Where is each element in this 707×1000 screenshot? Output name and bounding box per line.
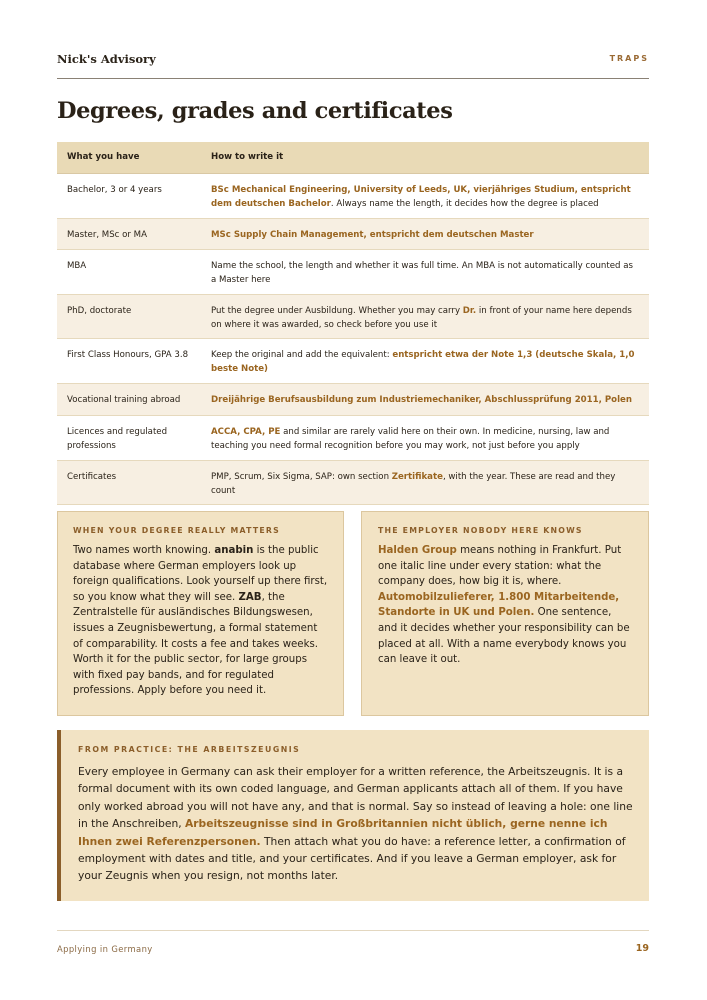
table-row (57, 461, 649, 505)
row-have: MBA (67, 261, 87, 271)
table-row (57, 219, 649, 250)
row-text: Keep the original and add the equivalent: (211, 350, 393, 360)
row-how (211, 174, 649, 218)
row-have: Certificates (67, 472, 117, 482)
row-have: Licences and regulated professions (67, 427, 168, 451)
highlight-text: Zertifikate (391, 472, 443, 482)
column-header-have: What you have (67, 152, 140, 162)
row-text: . Always name the length, it decides how the degree is placed (330, 198, 599, 209)
table-row (57, 174, 649, 219)
highlight-text: Dr. (462, 306, 477, 316)
row-text: Put the degree under Ausbildung. Whether you may carry (211, 306, 463, 316)
box-body (73, 543, 328, 699)
row-have: Vocational training abroad (67, 395, 181, 405)
footer-title: Applying in Germany (57, 944, 153, 954)
row-text: , with the year. These are read and they count (211, 472, 616, 496)
row-have: First Class Honours, GPA 3.8 (67, 350, 189, 360)
body-text: Then attach what you do have: a reference letter, a confirmation of employment with dates and title, and your certificates. And if you leave a German employer, ask for your Zeugnis when you resign, not months later. (78, 834, 626, 883)
row-how (211, 219, 649, 249)
box-body (378, 543, 633, 668)
highlight-text: Automobilzulieferer, 1.800 Mitarbeitende, Standorte in UK und Polen. (378, 591, 620, 619)
table-header (57, 142, 649, 174)
highlight-text: BSc Mechanical Engineering, University of Leeds, UK, vierjähriges Studium, entspricht dem deutschen Bachelor (211, 185, 631, 209)
row-have: PhD, doctorate (67, 306, 132, 316)
unknown-employer-box (361, 511, 649, 716)
highlight-text: Arbeitszeugnisse sind in Großbritannien nicht üblich, gerne nenne ich Ihnen zwei Referenzpersonen. (78, 817, 608, 848)
highlight-text: Dreijährige Berufsausbildung zum Industriemechaniker, Abschlussprüfung 2011, Polen (211, 395, 632, 405)
row-how (211, 339, 649, 383)
bold-term: anabin (214, 545, 254, 556)
body-text: is the public database where German employers look up foreign qualifications. Look yourself up there first, so you know what they will see. (73, 545, 328, 603)
highlight-text: MSc Supply Chain Management, entspricht dem deutschen Master (211, 230, 534, 240)
bold-term: ZAB (238, 591, 262, 603)
row-how (211, 250, 649, 294)
body-text: means nothing in Frankfurt. Put one italic line under every station: what the company does, how big it is, where. (378, 545, 622, 588)
page-title: Degrees, grades and certificates (57, 98, 453, 124)
page-header (57, 52, 649, 79)
table-row (57, 250, 649, 295)
body-text: , the Zentralstelle für ausländisches Bildungswesen, issues a Zeugnisbewertung, a formal statement of comparability. It costs a fee and takes weeks. Worth it for the public sector, for large groups with fixed pay bands, and for regulated professions. Apply before you need it. (73, 591, 319, 697)
callout-heading: FROM PRACTICE: THE ARBEITSZEUGNIS (78, 745, 301, 754)
table-row (57, 384, 649, 416)
body-text: Every employee in Germany can ask their employer for a written reference, the Arbeitszeugnis. It is a formal document with its own coded language, and German applicants attach all of them. If you have only worked abroad you will not have any, and that is normal. Say so instead of leaving a hole: one line in the Anschreiben, (78, 765, 633, 831)
row-text: and similar are rarely valid here on their own. In medicine, nursing, law and teaching you need formal recognition before you may work, not just before you apply (211, 427, 610, 451)
row-text: PMP, Scrum, Six Sigma, SAP: own section (211, 472, 392, 482)
page-number: 19 (635, 943, 649, 954)
callout-body (78, 763, 635, 885)
highlight-text: Halden Group (378, 545, 457, 556)
brand-name: Nick's Advisory (57, 52, 156, 66)
table-row (57, 416, 649, 461)
box-heading: THE EMPLOYER NOBODY HERE KNOWS (378, 526, 583, 535)
row-how (211, 461, 649, 504)
column-header-how: How to write it (211, 152, 284, 162)
row-text: in front of your name here depends on where it was awarded, so check before you use it (211, 306, 632, 330)
table-row (57, 295, 649, 339)
table-row (57, 339, 649, 384)
row-have: Bachelor, 3 or 4 years (67, 185, 162, 195)
body-text: Two names worth knowing. (73, 545, 215, 556)
section-tag: TRAPS (609, 54, 649, 63)
row-have: Master, MSc or MA (67, 230, 147, 240)
body-text: One sentence, and it decides whether your responsibility can be placed at all. With a name everybody knows you can leave it out. (378, 607, 630, 666)
box-heading: WHEN YOUR DEGREE REALLY MATTERS (73, 526, 280, 535)
highlight-text: ACCA, CPA, PE (211, 427, 281, 437)
highlight-text: entspricht etwa der Note 1,3 (deutsche Skala, 1,0 beste Note) (211, 350, 635, 374)
row-text: Name the school, the length and whether it was full time. An MBA is not automatically counted as a Master here (211, 261, 633, 285)
degrees-table (57, 142, 649, 505)
practice-callout (57, 730, 649, 901)
row-how (211, 295, 649, 338)
row-how (211, 416, 649, 460)
page-footer (57, 930, 649, 954)
degree-matters-box (57, 511, 344, 716)
row-how (211, 384, 649, 415)
